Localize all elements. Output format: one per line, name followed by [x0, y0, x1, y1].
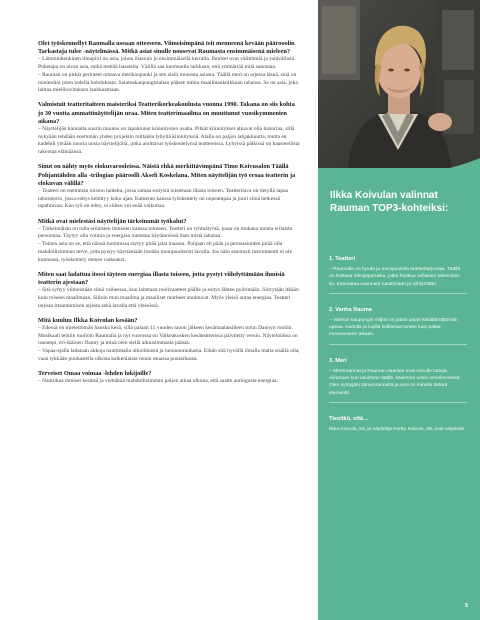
- page-number: 5: [465, 603, 469, 609]
- answer-paragraph: – Tärkeintähän on tulla erilaisten ihmisten kanssa toimeen. Teatteri on ryhmätyötä, jossa on mukana monta erilaista persoonaa. Täytyy olla voimia ja energiaa innostua käytännössä ihan mistä tahansa.: [38, 225, 293, 240]
- answer-paragraph: – Sitä syttyy viimeistään siinä vaiheessa, kun laitetaan roolivaatteet päälle ja esitys lähtee pyörimään. Siirrytään itkään kuin toiseen maailmaan. Silloin muu maailma ja maailiset murheet unohtuvat. Myös yleisö antaa energiaa. Teatteri tarjoaa irtaantumisen arjesta sekä lavalla että yleisössä.: [38, 287, 299, 309]
- top3-item: [329, 358, 467, 403]
- top3-item: [329, 256, 467, 294]
- top3-item-heading: 1. Teatteri: [329, 256, 356, 262]
- fun-fact-text: Ilkka Koivula, 53, ja näyttelijä Perttu Koivula, 58, ovat veljeksiä.: [329, 426, 466, 432]
- top3-item-heading: 3. Meri: [329, 357, 347, 364]
- answer-paragraph: – Rauman on pitkät perinteet omaava merikaupunki ja sen aistii monesta asiasta. Täällä meri on arjessa läsnä, sinä on mielestäni joten todella hohdokasta. Satamakaupungistahan pääsee mihin maailmankolkkaan tahansa. Se on asia, joka laittaa mielikuvituksen laukkaamaan.: [38, 71, 298, 94]
- top3-item-text: – Vanhan kaupungin miljöö on jotain aivan käsittämättömän upeaa. Kadulla ja kujilla kulkiessa tuntee kuin palaa menneeseen aikaan.: [329, 317, 458, 338]
- interview-article: [38, 40, 300, 392]
- top3-item-text: – Raumalla on hyvää ja monipuolista teatteritarjontaa. Täällä on loistava teknijäporukka, jotka huokuu sellaisen tekemisen ilo. Kannattaa suunnata nauttimaan ja viihtymään.: [329, 267, 461, 287]
- portrait-photo: [318, 0, 480, 168]
- sidebar-title: Ilkka Koivulan valinnat Rauman TOP3-kohteiksi:: [330, 190, 449, 214]
- top3-sidebar: [318, 168, 480, 620]
- question: Mitkä ovat mielestäsi näyttelijän tärkeimmät työkalut?: [38, 217, 187, 225]
- qa-section: [38, 163, 300, 211]
- question: Olet työskennellyt Raumalla useaan otteeseen. Viimeisimpänä teit menneenä kevään päärooolin Tarkastaja tulee -näytelmässä. Mitkä asiat sinulle nousevat Raumasta ensimmäisenä mieleen?: [38, 40, 295, 56]
- question: Valmistuit teatteritaiteen maisteriksi Teatterikorkeakoulusta vuonna 1990. Takana on siis kohta jo 30 vuotta ammattinäyttelijän uraa. Miten teatterimaailma on muuttunut vuosikymmenien aikana?: [38, 101, 295, 125]
- portrait-illustration: [318, 0, 480, 168]
- answer-paragraph: – Teatteri on enemmän toiston taidetta, jossa samaa esitystä toistetaan illasta toiseen. Teatterilava on tietyllä tapaa laboratorio, jossa esitys kehittyy koko ajan. Kameran kanssa työskentely on nopeampaa ja juuri siinä hetkessä tapahtuvaa. Kun työ on tehty, ei siihen voi enää vaikuttaa.: [38, 187, 288, 210]
- answer-paragraph: – Lämminhenkinen ilmapiiri on asia, johon ihastuin jo ensimmäisellä kerralla. Ihmiset ovat välittömiä ja ystävällisiä. Puhetapa on aivan asia, mikä teettää haasteita. Välillä saa huomnella tarkkaan, että ymmärtää mitä sanotaan.: [38, 56, 296, 71]
- qa-section: [38, 271, 300, 311]
- qa-section: [38, 40, 300, 95]
- fun-fact-heading: Tiesitkö, että…: [329, 415, 369, 422]
- top3-item-text: – Merenrannat ja Rauman saaristo ovat minulle tuttuja. Aikanaan kun asuimme täällä, kävimme usein veneilemässä. Olen syntyjäni Järvenrannalta ja vesi on minulle tärkeä elementti.: [329, 368, 461, 396]
- fun-fact: [329, 416, 467, 433]
- qa-section: [38, 101, 300, 156]
- top3-item: [329, 307, 467, 345]
- divider: [329, 402, 467, 403]
- answer-paragraph: – Vapaa-ajalla ladataan akkuja nauttimalla ulkoilmasta ja luonnonrauhasta. Eihän sitä hyvällä ilmalla malta sisällä olla, vaan tykkään puuhastella ulkona kaikenlaista muun muassa puutarhassa.: [38, 348, 300, 362]
- question: Mitä kuuluu Ilkka Koivulan kesään?: [38, 316, 138, 324]
- top3-item-heading: 2. Vanha Rauma: [329, 306, 372, 313]
- divider: [329, 293, 467, 294]
- top3-list: [329, 256, 467, 446]
- question: Sinut on nähty myös elokuvarooleissa. Näistä ehkä merkittävimpänä Timo Koivusalon Täällä Pohjantähden alla -trilogian pääroolli Akseli Koskelana. Miten näyttelijän työ eroaa teatterin ja elokuvan välillä?: [38, 163, 296, 187]
- divider: [329, 344, 467, 345]
- sidebar-curve: [318, 150, 480, 180]
- question: Miten saat ladattua itsesi täyteen energiaa illasta toiseen, jotta pystyt viihdyttämään ihmisiä teatterin ajestaan?: [38, 270, 285, 286]
- qa-section: [38, 317, 300, 364]
- question: Terveiset Omaa voimaa -lehden lukijoille?: [38, 370, 152, 378]
- qa-section: [38, 370, 300, 386]
- answer-paragraph: – Edessä on mielettömän hauska kesä, sillä palaan 15 vuoden tauon jälkeen kesämaalaisilleen tutun Dannyn rooliin. Musikaali tehtiin tuolloin Raumalla ja nyt vuorossa on Valkeakosken kesäteatterissa päivitetty versio. Näytelmässä on useampi, eri-ikäinen Danny ja minä olen siellä aikuisimmasta päästä.: [38, 325, 298, 347]
- qa-section: [38, 218, 300, 265]
- answer-paragraph: – Nauttikaa ihmiset kesästä ja viettäkää mahdollisimman paljon aikaa ulkona, että saatte auringosta energiaa.: [38, 378, 278, 385]
- answer-paragraph: – Toinen asia on se, että näissä hommissa täytyy pitää jalat maassa. Pohjaan eli pään ja perusasioiden pitää olla mahdollisimman terve, jotta pystyy käyttämään itseään monipuolisesti lavalla. Jos näin sanotusti instrumentti ei ole kunnossa, työskentely menee vaikeaksi.: [38, 241, 293, 263]
- answer-paragraph: – Näyttelijän kannalta suurin muutos on tapahtunut kiinnitysten osalta. Pitkät kiinnitykset alkavat olla historiaa, sillä nykyään tehdään enemmän yhden projektin mittaisia lyhyitä kiinnityksiä. Alalla on paljon lahjakkuutta, mutta en kadehdi yhtään nuoria uusia näyttelijöitä, jotka aloittavat työskentelynsä teattereissa. Lyhyissä pätkissä on haasteellista rakentaa elämäänsä.: [38, 126, 300, 156]
